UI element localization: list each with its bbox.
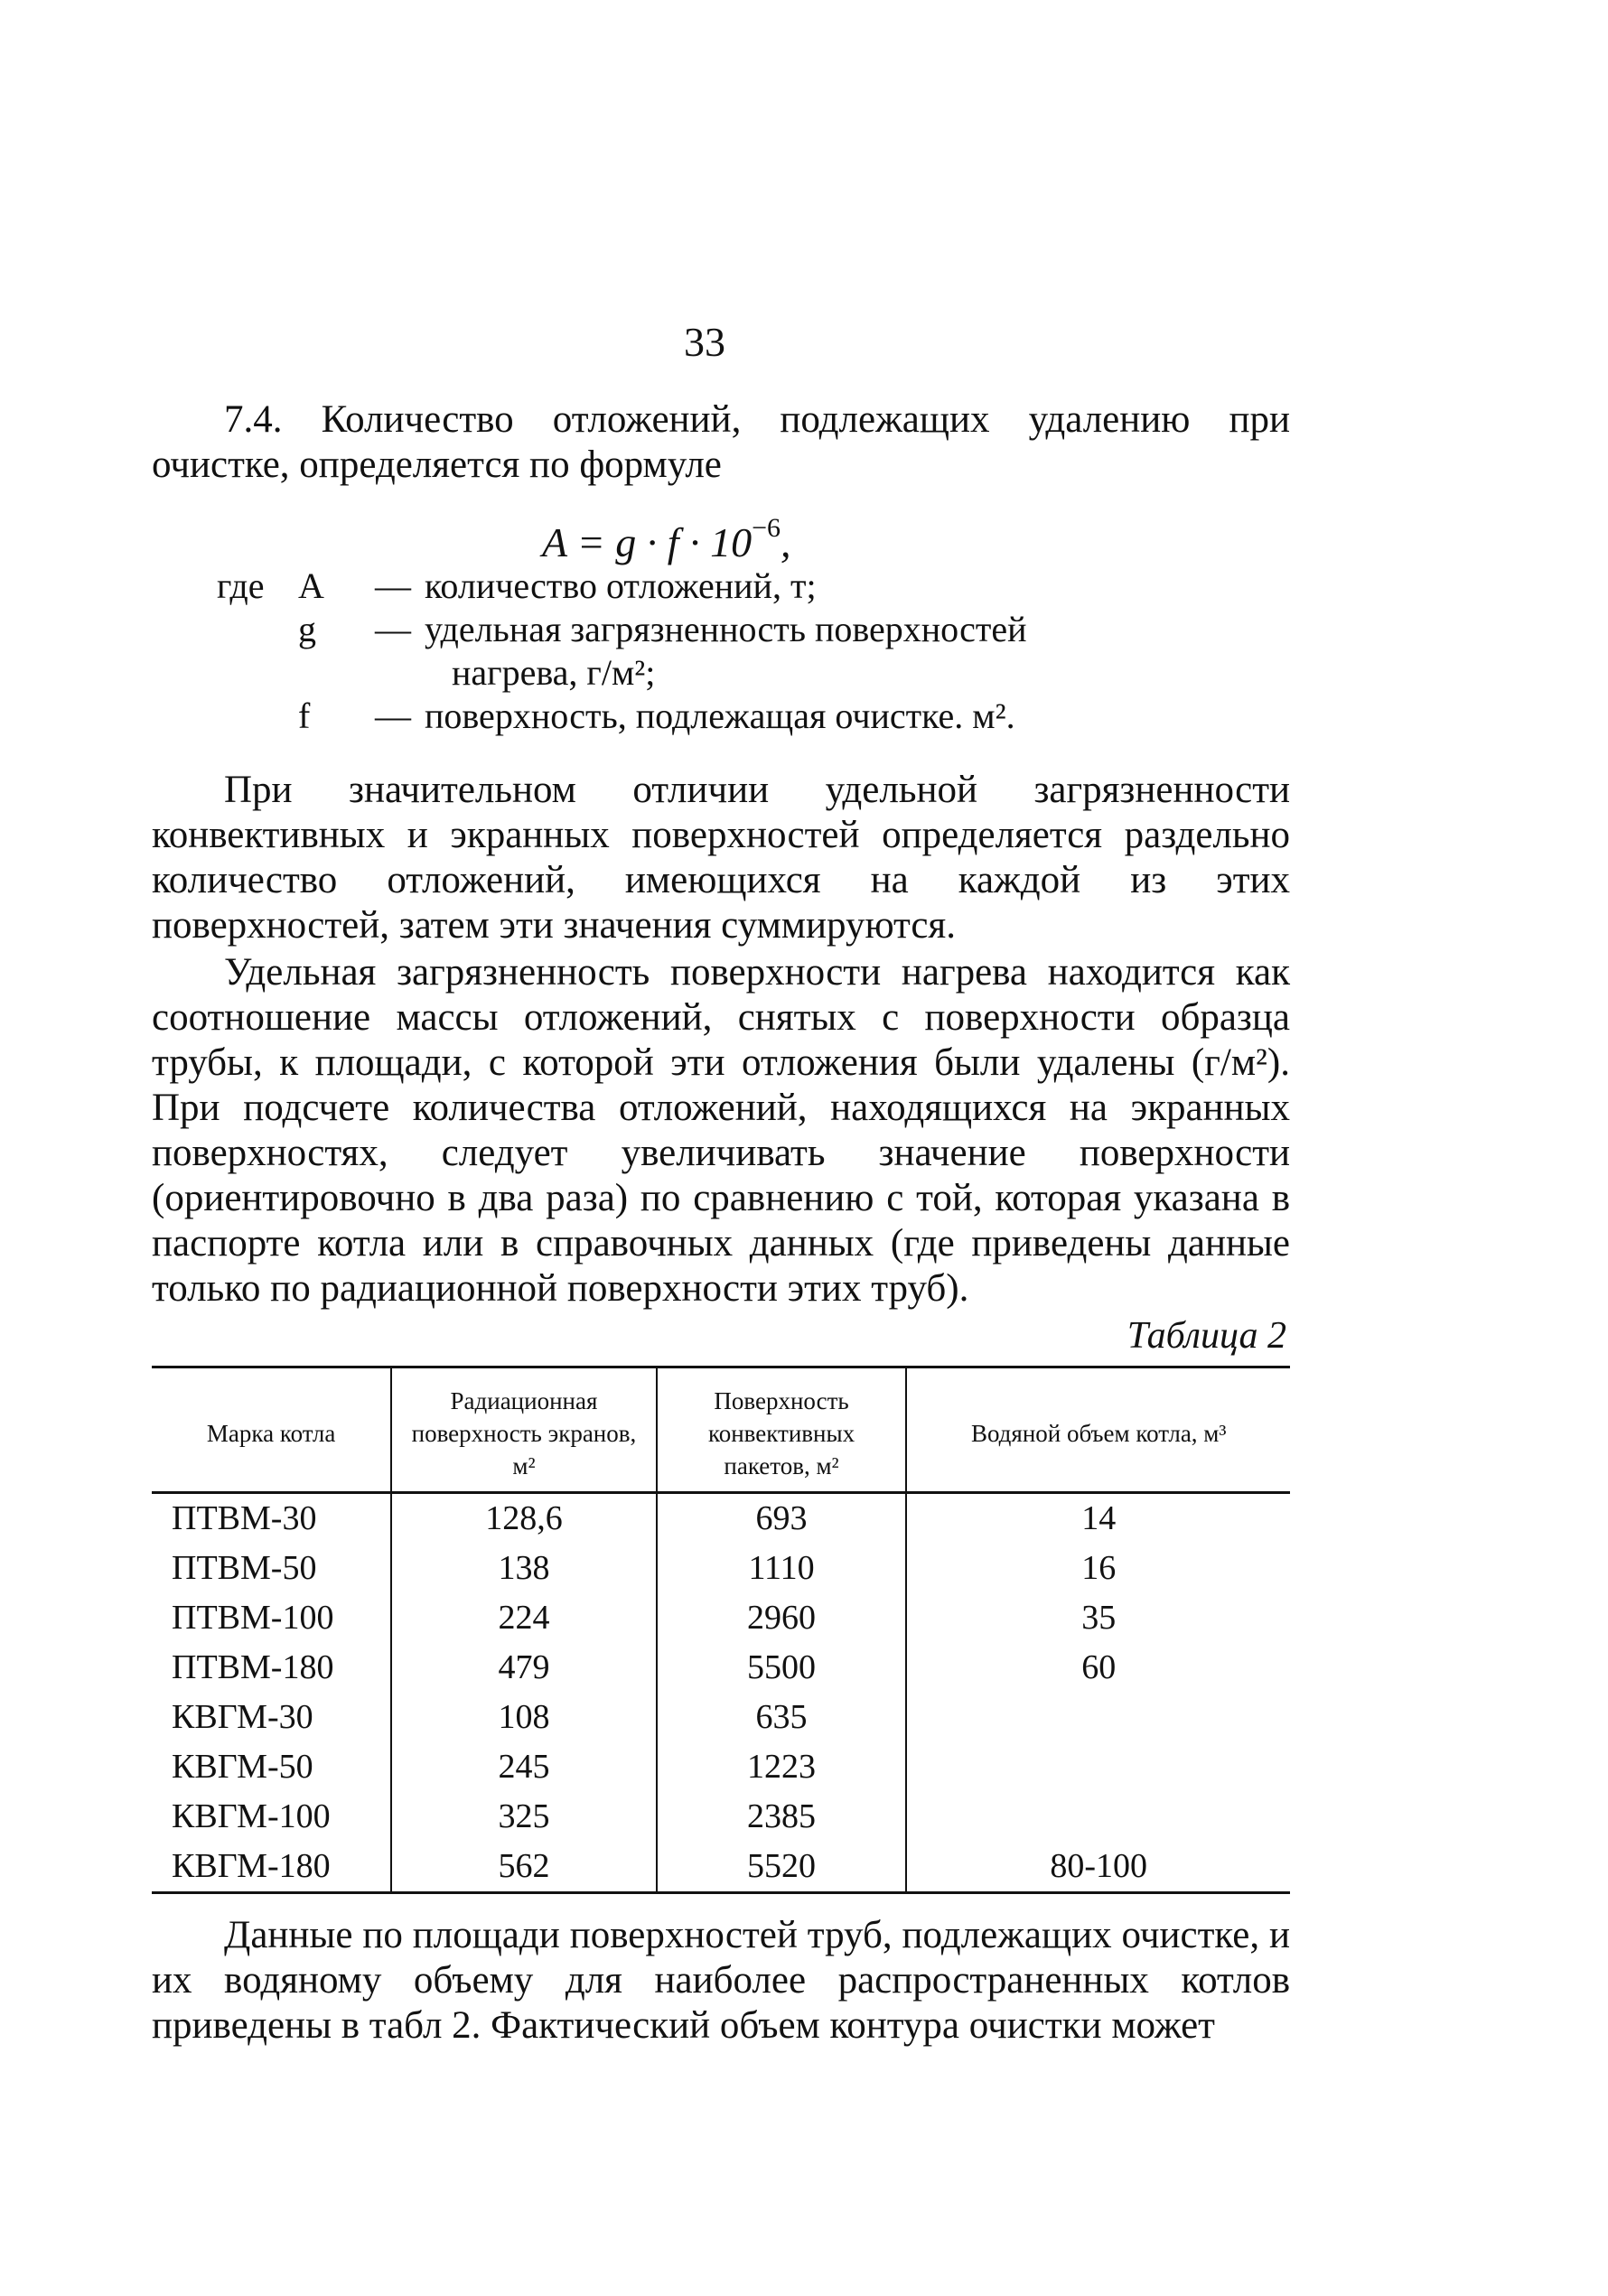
table-cell: 693 <box>657 1493 907 1545</box>
table-cell <box>906 1693 1290 1742</box>
definitions-list <box>217 565 1301 738</box>
definition-dash: — <box>375 609 411 649</box>
table-cell: 16 <box>906 1544 1290 1593</box>
table-header-row <box>152 1367 1290 1493</box>
table-caption: Таблица 2 <box>1127 1315 1286 1357</box>
formula <box>542 513 791 566</box>
definition-g <box>217 608 1301 651</box>
table-cell: 245 <box>391 1742 656 1792</box>
definition-text: удельная загрязненность поверхностей <box>425 609 1027 649</box>
definition-dash: — <box>375 695 411 736</box>
column-header: Марка котла <box>152 1367 391 1493</box>
table-cell: 35 <box>906 1593 1290 1643</box>
definition-symbol: f <box>298 695 311 736</box>
section-intro: 7.4. Количество отложений, подлежащих удалению при очистке, определяется по формуле <box>152 398 1290 486</box>
table-cell: ПТВМ-30 <box>172 1499 317 1537</box>
table-cell: 224 <box>391 1593 656 1643</box>
definition-where <box>217 695 298 738</box>
table-cell <box>906 1792 1290 1842</box>
definition-a <box>217 565 1301 608</box>
table-row <box>152 1544 1290 1593</box>
paragraph-3: Данные по площади поверхностей труб, подлежащих очистке, и их водяному объему для наиболее распространенных котлов приведены в табл 2. Фактический объем контура очистки может <box>152 1914 1290 2047</box>
column-header: Радиационная поверхность экранов, м² <box>391 1367 656 1493</box>
table-row <box>152 1643 1290 1693</box>
page-number: 33 <box>684 319 725 365</box>
table-row <box>152 1493 1290 1545</box>
table-row <box>152 1693 1290 1742</box>
table-cell: 635 <box>657 1693 907 1742</box>
table-row <box>152 1792 1290 1842</box>
table-cell: 1223 <box>657 1742 907 1792</box>
table-cell: 138 <box>391 1544 656 1593</box>
table-cell: ПТВМ-100 <box>172 1599 334 1637</box>
formula-body: A = g · f · 10 <box>542 519 753 565</box>
boiler-table <box>152 1366 1290 1894</box>
table-row <box>152 1593 1290 1643</box>
column-header: Водяной объем котла, м³ <box>906 1367 1290 1493</box>
definition-continuation: нагрева, г/м²; <box>452 652 656 693</box>
table-cell: ПТВМ-50 <box>172 1549 317 1587</box>
table-cell: 80-100 <box>906 1842 1290 1893</box>
definition-where: где <box>217 565 265 606</box>
table-cell: 128,6 <box>391 1493 656 1545</box>
table-cell: 14 <box>906 1493 1290 1545</box>
table-cell: 562 <box>391 1842 656 1893</box>
definition-dash: — <box>375 565 411 606</box>
table-row <box>152 1742 1290 1792</box>
table-cell: КВГМ-30 <box>172 1698 313 1736</box>
definition-f <box>217 695 1301 738</box>
table-cell: 5520 <box>657 1842 907 1893</box>
table-cell: 5500 <box>657 1643 907 1693</box>
paragraph-2: Удельная загрязненность поверхности нагрева находится как соотношение массы отложений, снятых с поверхности образца трубы, к площади, с которой эти отложения были удалены (г/м²). При подсчете количества отложений, находящихся на экранных поверхностях, следует увеличивать значение поверхности (ориентировочно в два раза) по сравнению с той, которая указана в паспорте котла или в справочных данных (где приведены данные только по радиационной поверхности этих труб). <box>152 951 1290 1310</box>
table-cell: КВГМ-180 <box>172 1847 331 1885</box>
table-cell: 60 <box>906 1643 1290 1693</box>
table-cell: 2960 <box>657 1593 907 1643</box>
definition-text: количество отложений, т; <box>425 565 817 606</box>
table-cell: 108 <box>391 1693 656 1742</box>
definition-where <box>217 608 298 651</box>
formula-exponent: −6 <box>752 513 781 543</box>
table-cell: КВГМ-100 <box>172 1797 331 1835</box>
table-cell: 479 <box>391 1643 656 1693</box>
definition-text: поверхность, подлежащая очистке. м². <box>425 695 1015 736</box>
table-cell <box>906 1742 1290 1792</box>
table-cell: 325 <box>391 1792 656 1842</box>
formula-tail: , <box>781 519 791 565</box>
table-cell: 1110 <box>657 1544 907 1593</box>
column-header: Поверхность конвективных пакетов, м² <box>657 1367 907 1493</box>
table-cell: ПТВМ-180 <box>172 1648 334 1686</box>
table-cell: КВГМ-50 <box>172 1748 313 1786</box>
table-cell: 2385 <box>657 1792 907 1842</box>
definition-symbol: A <box>298 565 324 606</box>
paragraph-1: При значительном отличии удельной загрязненности конвективных и экранных поверхностей определяется раздельно количество отложений, имеющихся на каждой из этих поверхностей, затем эти значения суммируются. <box>152 769 1290 947</box>
table-row <box>152 1842 1290 1893</box>
definition-symbol: g <box>298 609 316 649</box>
